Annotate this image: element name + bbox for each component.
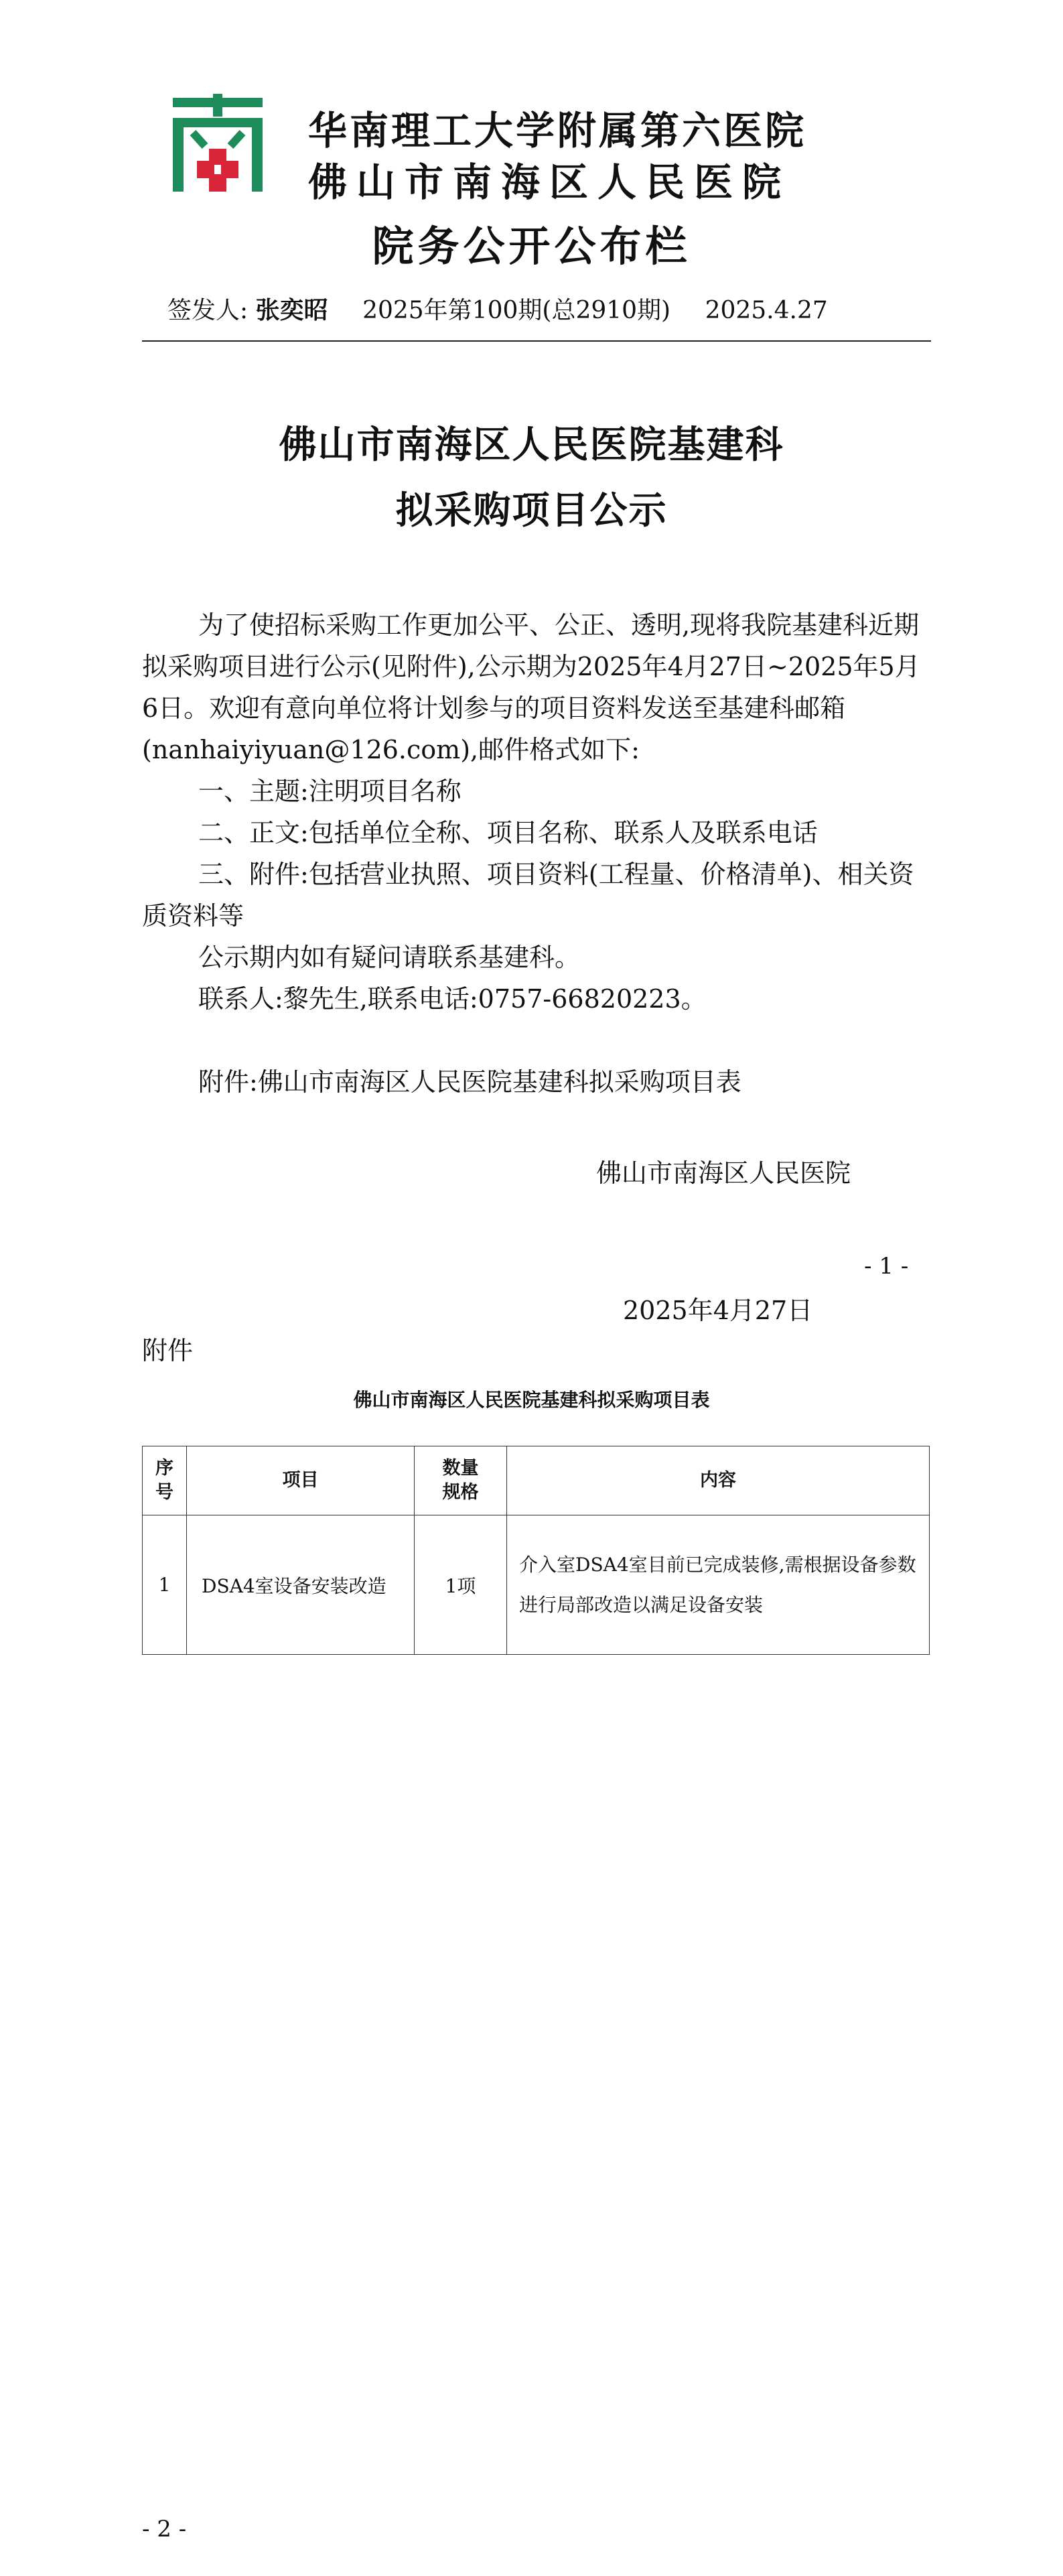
inquiry-note: 公示期内如有疑问请联系基建科。 [198,943,581,972]
notice-body [142,604,932,1103]
attachment-table-title: 佛山市南海区人民医院基建科拟采购项目表 [353,1389,710,1411]
issuer-name: 张奕昭 [255,297,328,324]
email-format-body: 二、正文:包括单位全称、项目名称、联系人及联系电话 [198,818,818,848]
hospital-name-line1: 华南理工大学附属第六医院 [308,108,807,153]
issue-date: 2025.4.27 [705,297,828,324]
issue-number: 2025年第100期(总2910期) [362,297,671,324]
row-quantity: 1项 [415,1515,507,1655]
email-format-subject: 一、主题:注明项目名称 [198,776,462,806]
table-row [143,1515,930,1655]
header-content: 内容 [507,1446,930,1515]
page-number-1: - 1 - [864,1253,909,1280]
signature-date: 2025年4月27日 [623,1296,813,1325]
row-content: 介入室DSA4室目前已完成装修,需根据设备参数进行局部改造以满足设备安装 [507,1515,930,1655]
contact-info: 联系人:黎先生,联系电话:0757-66820223。 [198,984,707,1014]
row-seq: 1 [143,1515,187,1655]
header-quantity: 数量规格 [415,1446,507,1515]
notice-title-line2: 拟采购项目公示 [395,489,668,533]
page-number-2: - 2 - [142,2516,187,2543]
procurement-table [142,1446,930,1655]
issuer-label: 签发人: [167,297,249,324]
email-format-attachment: 三、附件:包括营业执照、项目资料(工程量、价格清单)、相关资质资料等 [142,860,914,931]
hospital-name-line2: 佛山市南海区人民医院 [308,159,791,205]
header-project: 项目 [187,1446,415,1515]
attachment-reference: 附件:佛山市南海区人民医院基建科拟采购项目表 [198,1067,741,1097]
table-header-row [143,1446,930,1515]
hospital-logo [167,94,268,194]
issue-meta [167,291,924,326]
intro-paragraph: 为了使招标采购工作更加公平、公正、透明,现将我院基建科近期拟采购项目进行公示(见附件),公示期为2025年4月27日~2025年5月6日。欢迎有意向单位将计划参与的项目资料发送至基建科邮箱(nanhaiyiyuan@126.com),邮件格式如下: [142,610,920,764]
board-title: 院务公开公布栏 [372,222,691,271]
row-project: DSA4室设备安装改造 [187,1515,415,1655]
header-divider [142,340,931,342]
notice-title-line1: 佛山市南海区人民医院基建科 [279,423,784,467]
attachment-heading: 附件 [142,1336,194,1365]
header-seq: 序号 [143,1446,187,1515]
signature-org: 佛山市南海区人民医院 [596,1158,851,1188]
